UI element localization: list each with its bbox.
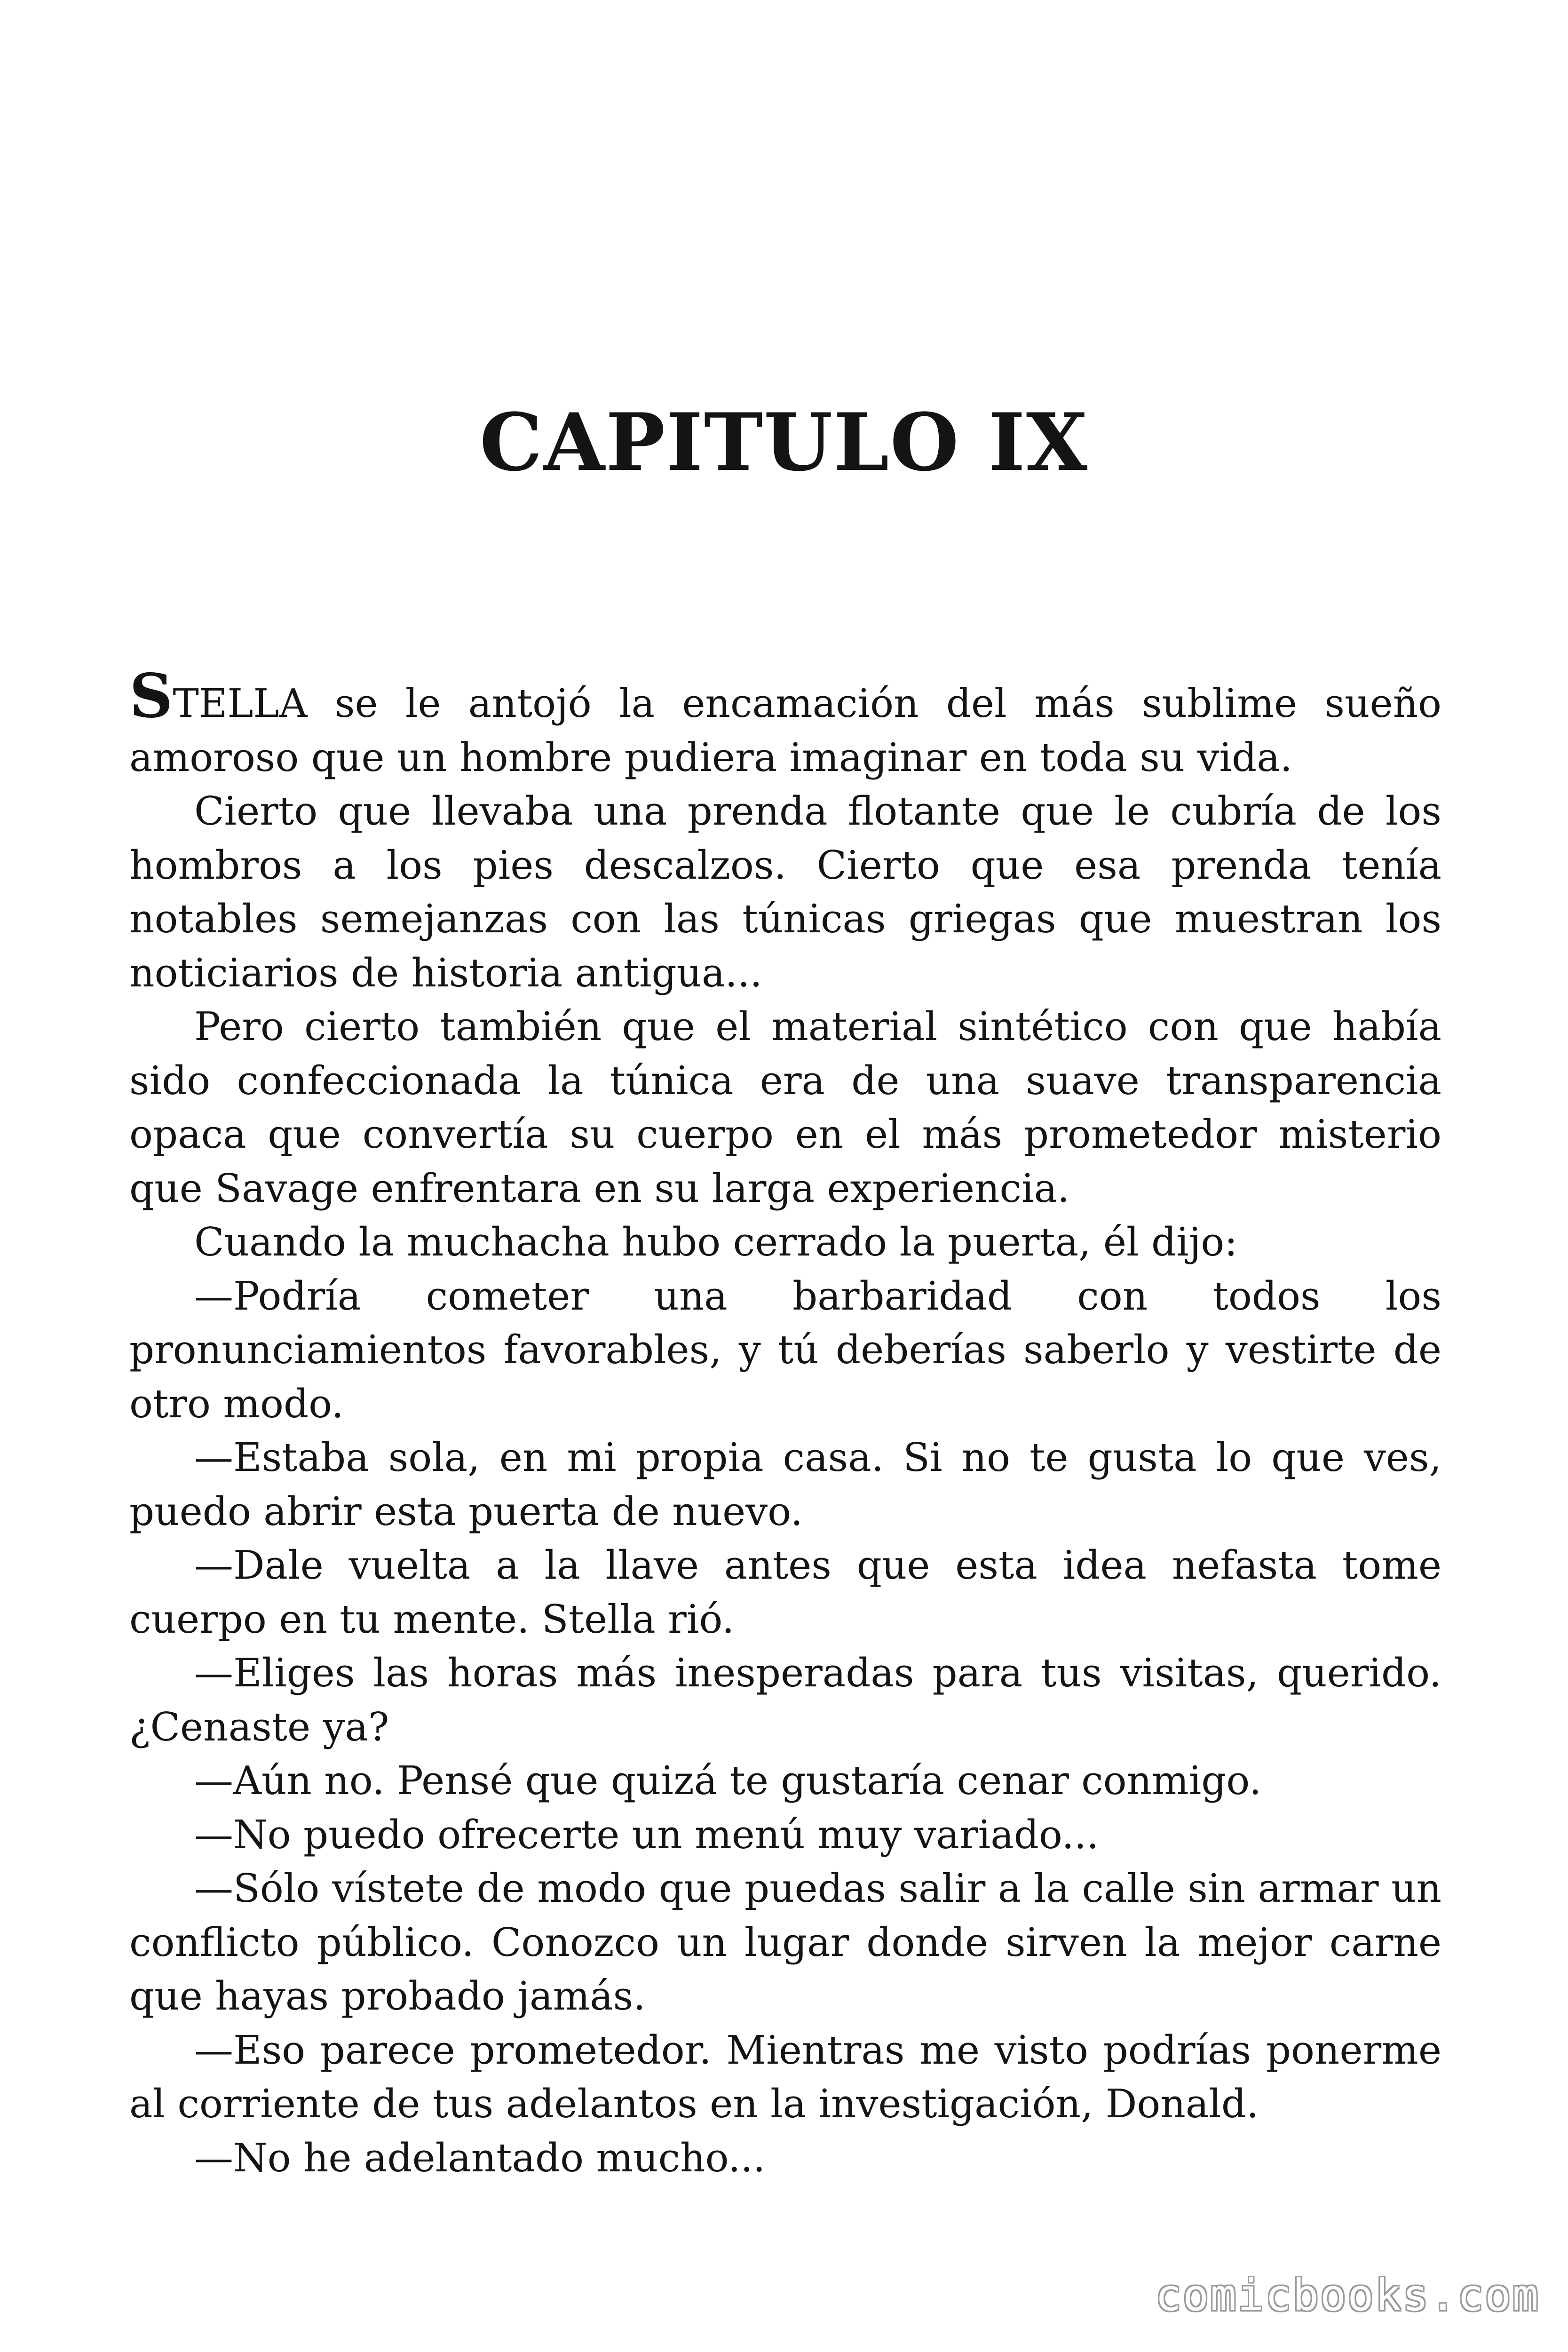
dialogue-paragraph: —Eliges las horas más inesperadas para tus visitas, querido. ¿Cenaste ya? xyxy=(129,1650,1441,1750)
dialogue-paragraph: —Dale vuelta a la llave antes que esta idea nefasta tome cuerpo en tu mente. Stella rió. xyxy=(129,1542,1441,1642)
paragraph: Pero cierto también que el material sintético con que había sido confeccionada la túnica era de una suave transparencia opaca que convertía su cuerpo en el más prometedor misterio que Savage enfrentara en su larga experiencia. xyxy=(129,1004,1441,1211)
dialogue-paragraph: —No he adelantado mucho... xyxy=(194,2135,766,2181)
paragraph: Cuando la muchacha hubo cerrado la puerta, él dijo: xyxy=(194,1219,1238,1265)
watermark: comicbooks.com xyxy=(1155,2270,1540,2320)
opening-paragraph-text: TELLA se le antojó la encamación del más sublime sueño amoroso que un hombre pudiera imaginar en toda su vida. xyxy=(129,681,1441,780)
dialogue-paragraph: —No puedo ofrecerte un menú muy variado... xyxy=(194,1812,1099,1858)
dialogue-paragraph: —Sólo vístete de modo que puedas salir a la calle sin armar un conflicto público. Conozco un lugar donde sirven la mejor carne que hayas probado jamás. xyxy=(129,1866,1441,2019)
dialogue-paragraph: —Podría cometer una barbaridad con todos los pronunciamientos favorables, y tú deberías saberlo y vestirte de otro modo. xyxy=(129,1273,1441,1427)
opening-paragraph xyxy=(129,661,1441,785)
chapter-body xyxy=(129,661,1441,2185)
dialogue-paragraph: —Eso parece prometedor. Mientras me visto podrías ponerme al corriente de tus adelantos en la investigación, Donald. xyxy=(129,2027,1441,2127)
dialogue-paragraph: —Estaba sola, en mi propia casa. Si no te gusta lo que ves, puedo abrir esta puerta de nuevo. xyxy=(129,1435,1441,1534)
chapter-title: CAPITULO IX xyxy=(479,396,1089,489)
dialogue-paragraph: —Aún no. Pensé que quizá te gustaría cenar conmigo. xyxy=(194,1758,1262,1804)
drop-cap: S xyxy=(129,661,173,731)
paragraph: Cierto que llevaba una prenda flotante que le cubría de los hombros a los pies descalzos. Cierto que esa prenda tenía notables semejanzas con las túnicas griegas que muestran los noticiarios de historia antigua... xyxy=(129,788,1441,996)
